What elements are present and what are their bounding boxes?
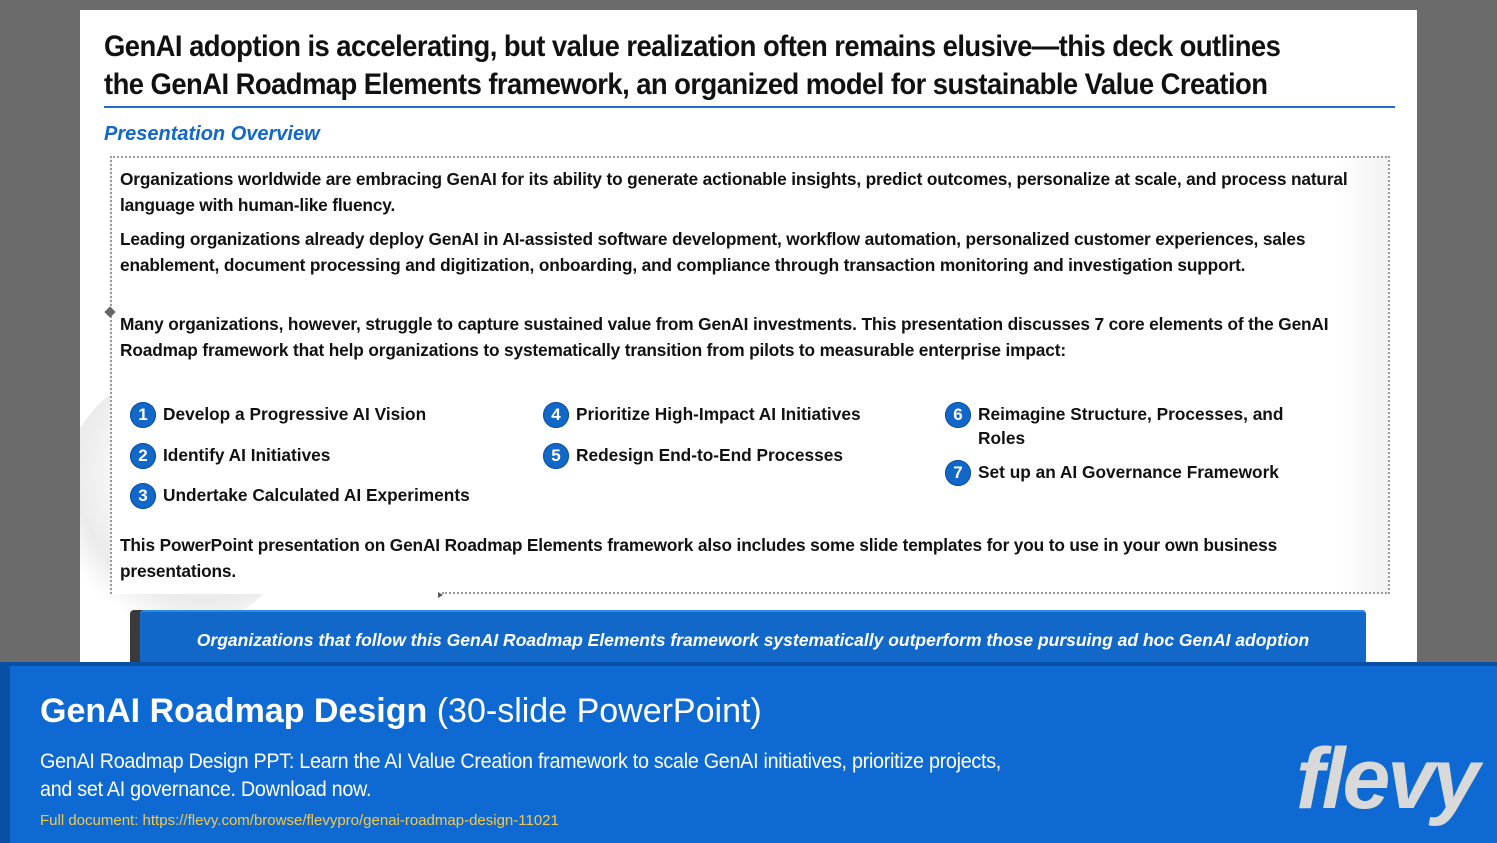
overview-box	[110, 156, 1390, 594]
number-badge-icon: 6	[945, 402, 971, 428]
list-item	[543, 444, 923, 469]
number-badge-icon: 3	[130, 483, 156, 509]
number-badge-icon: 7	[945, 460, 971, 486]
element-label: Redesign End-to-End Processes	[576, 445, 843, 465]
slide-title: GenAI adoption is accelerating, but value realization often remains elusive—this deck outlines the GenAI Roadmap Elements framework, an organized model for sustainable Value Creation	[104, 30, 1281, 101]
banner-description: GenAI Roadmap Design PPT: Learn the AI Value Creation framework to scale GenAI initiatives, prioritize projects, and set AI governance. Download now.	[40, 750, 1002, 801]
section-heading: Presentation Overview	[104, 123, 320, 145]
list-item	[130, 444, 530, 469]
element-label: Set up an AI Governance Framework	[978, 462, 1279, 482]
element-label: Identify AI Initiatives	[163, 445, 331, 465]
number-badge-icon: 2	[130, 443, 156, 469]
banner-title	[40, 692, 762, 731]
list-item	[945, 461, 1330, 486]
flevy-logo: flevy	[1295, 731, 1477, 827]
dotted-divider	[442, 592, 1390, 594]
number-badge-icon: 5	[543, 443, 569, 469]
callout-box: Organizations that follow this GenAI Roadmap Elements framework systematically outperform those pursuing ad hoc GenAI adoption	[140, 610, 1366, 670]
number-badge-icon: 4	[543, 402, 569, 428]
diamond-marker-icon	[104, 306, 115, 317]
overview-paragraph: Many organizations, however, struggle to capture sustained value from GenAI investments. This presentation discusses 7 core elements of the GenAI Roadmap framework that help organizations to systematically transition from pilots to measurable enterprise impact:	[120, 314, 1329, 360]
list-item	[130, 403, 530, 428]
arrow-marker-icon	[438, 592, 443, 598]
full-document-link[interactable]: Full document: https://flevy.com/browse/flevypro/genai-roadmap-design-11021	[40, 812, 559, 829]
banner-title-sub: (30-slide PowerPoint)	[427, 692, 762, 730]
product-banner	[0, 662, 1497, 843]
list-item	[130, 484, 530, 509]
slide	[80, 10, 1417, 670]
banner-title-main: GenAI Roadmap Design	[40, 692, 428, 730]
overview-paragraph: Leading organizations already deploy GenAI in AI-assisted software development, workflow automation, personalized customer experiences, sales enablement, document processing and digitization, onboarding, and compliance through transaction monitoring and investigation support.	[120, 229, 1306, 275]
element-label: Prioritize High-Impact AI Initiatives	[576, 404, 861, 424]
list-item	[543, 403, 923, 428]
number-badge-icon: 1	[130, 402, 156, 428]
overview-paragraph: Organizations worldwide are embracing GenAI for its ability to generate actionable insights, predict outcomes, personalize at scale, and process natural language with human-like fluency.	[120, 169, 1348, 215]
list-item	[945, 403, 1330, 450]
framework-elements-list	[130, 403, 1390, 523]
title-divider	[104, 106, 1395, 108]
element-label: Reimagine Structure, Processes, and Roles	[978, 404, 1284, 448]
element-label: Develop a Progressive AI Vision	[163, 404, 427, 424]
overview-paragraph: This PowerPoint presentation on GenAI Roadmap Elements framework also includes some slide templates for you to use in your own business presentations.	[120, 535, 1278, 581]
element-label: Undertake Calculated AI Experiments	[163, 485, 470, 505]
